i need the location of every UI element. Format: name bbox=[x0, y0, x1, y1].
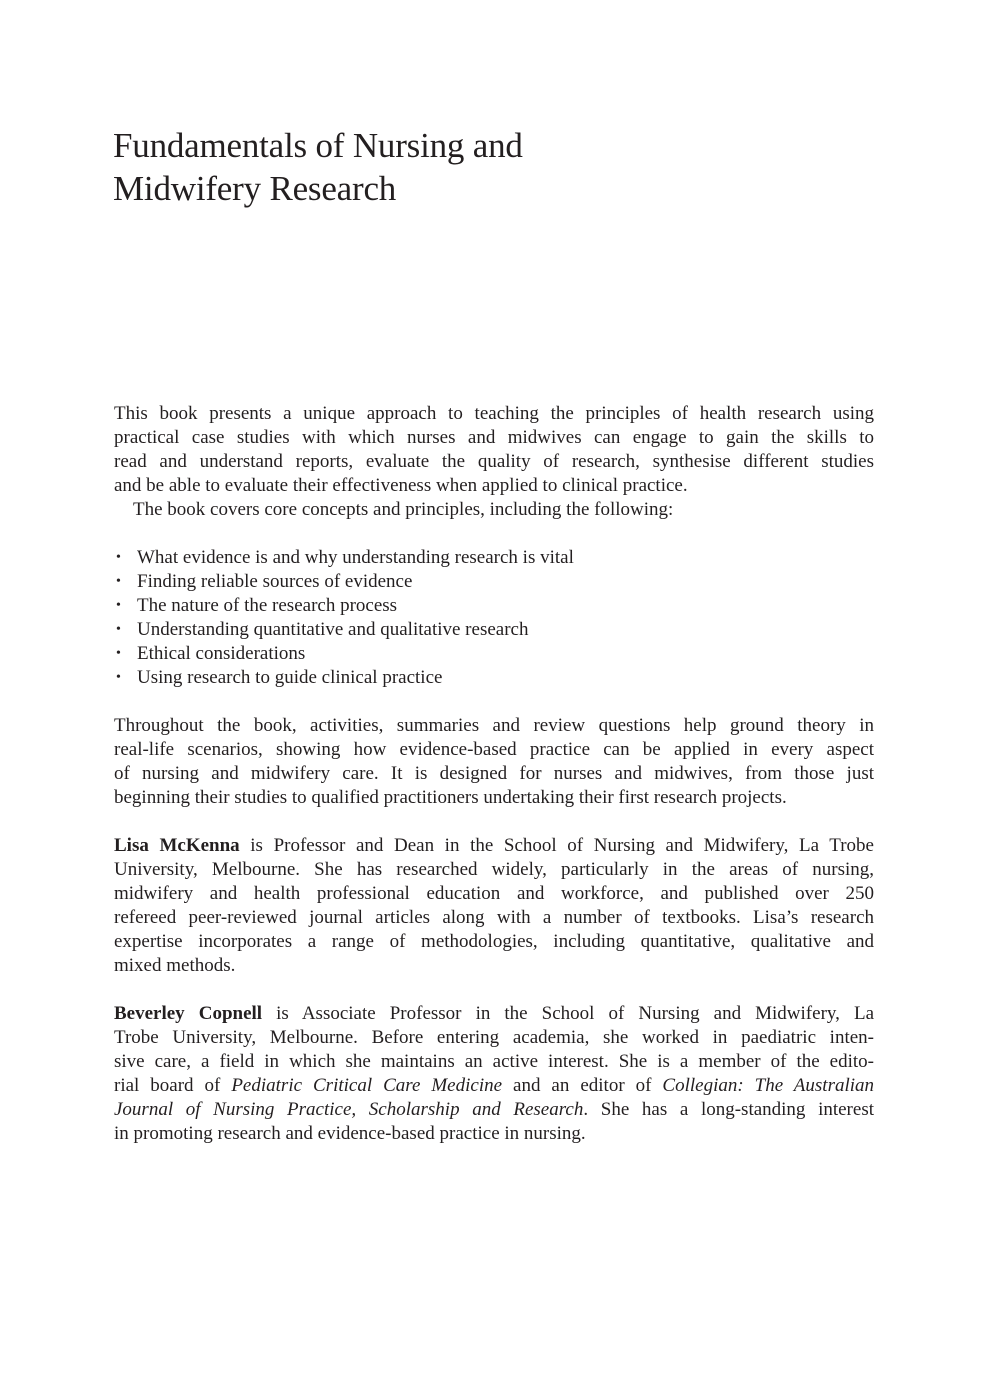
list-item bbox=[114, 570, 574, 594]
text-line: in promoting research and evidence-based practice in nursing. bbox=[114, 1123, 586, 1144]
author-name: Lisa McKenna bbox=[114, 835, 240, 856]
text-line: This book presents a unique approach to teaching the principles of health research using bbox=[114, 403, 874, 424]
bullet-icon: • bbox=[116, 598, 121, 613]
journal-title: Collegian: The Australian bbox=[662, 1075, 875, 1096]
list-item-text: What evidence is and why understanding research is vital bbox=[137, 547, 574, 568]
text-line bbox=[114, 1002, 874, 1026]
text-line: practical case studies with which nurses and midwives can engage to gain the skills to bbox=[114, 427, 874, 448]
text-line: Trobe University, Melbourne. Before entering academia, she worked in paediatric inten- bbox=[114, 1027, 874, 1048]
intro-paragraph bbox=[114, 402, 874, 498]
text-line: of nursing and midwifery care. It is designed for nurses and midwives, from those just bbox=[114, 763, 874, 784]
bullet-icon: • bbox=[116, 550, 121, 565]
text-fragment: is Professor and Dean in the School of Nursing and Midwifery, La Trobe bbox=[239, 835, 874, 856]
text-fragment: and an editor of bbox=[502, 1075, 663, 1096]
book-title bbox=[113, 124, 523, 210]
text-line: read and understand reports, evaluate the quality of research, synthesise different studies bbox=[114, 451, 874, 472]
list-item bbox=[114, 642, 574, 666]
text-line: refereed peer-reviewed journal articles along with a number of textbooks. Lisa’s research bbox=[114, 907, 874, 928]
bullet-icon: • bbox=[116, 670, 121, 685]
text-line: and be able to evaluate their effectiveness when applied to clinical practice. bbox=[114, 475, 688, 496]
text-line: sive care, a field in which she maintains an active interest. She is a member of the edito- bbox=[114, 1051, 874, 1072]
title-line: Fundamentals of Nursing and bbox=[113, 126, 523, 165]
text-line bbox=[114, 1074, 874, 1098]
text-line: beginning their studies to qualified practitioners undertaking their first research projects. bbox=[114, 787, 787, 808]
list-item-text: The nature of the research process bbox=[137, 595, 398, 616]
author-bio-copnell bbox=[114, 1002, 874, 1146]
covers-paragraph bbox=[114, 498, 874, 522]
text-line bbox=[114, 834, 874, 858]
journal-title: Pediatric Critical Care Medicine bbox=[231, 1075, 503, 1096]
text-line: midwifery and health professional education and workforce, and published over 250 bbox=[114, 883, 874, 904]
text-fragment: . She has a long-standing interest bbox=[583, 1099, 874, 1120]
throughout-paragraph bbox=[114, 714, 874, 810]
title-line: Midwifery Research bbox=[113, 169, 397, 208]
text-line: Throughout the book, activities, summaries and review questions help ground theory in bbox=[114, 715, 874, 736]
list-item bbox=[114, 618, 574, 642]
list-item bbox=[114, 594, 574, 618]
list-item-text: Ethical considerations bbox=[137, 643, 306, 664]
list-item-text: Understanding quantitative and qualitative research bbox=[137, 619, 529, 640]
text-line: University, Melbourne. She has researched widely, particularly in the areas of nursing, bbox=[114, 859, 874, 880]
text-line: real-life scenarios, showing how evidence-based practice can be applied in every aspect bbox=[114, 739, 874, 760]
list-item bbox=[114, 546, 574, 570]
text-line: expertise incorporates a range of methodologies, including quantitative, qualitative and bbox=[114, 931, 874, 952]
list-item bbox=[114, 666, 574, 690]
topics-list bbox=[114, 546, 574, 690]
bullet-icon: • bbox=[116, 574, 121, 589]
text-fragment: rial board of bbox=[114, 1075, 232, 1096]
bullet-icon: • bbox=[116, 622, 121, 637]
text-fragment: is Associate Professor in the School of Nursing and Midwifery, La bbox=[262, 1003, 875, 1024]
text-line: The book covers core concepts and principles, including the following: bbox=[133, 499, 674, 520]
journal-title: Journal of Nursing Practice, Scholarship and Research bbox=[114, 1099, 584, 1120]
text-line: mixed methods. bbox=[114, 955, 236, 976]
list-item-text: Finding reliable sources of evidence bbox=[137, 571, 413, 592]
text-line bbox=[114, 1098, 874, 1122]
author-bio-mckenna bbox=[114, 834, 874, 978]
bullet-icon: • bbox=[116, 646, 121, 661]
list-item-text: Using research to guide clinical practice bbox=[137, 667, 443, 688]
author-name: Beverley Copnell bbox=[114, 1003, 263, 1024]
